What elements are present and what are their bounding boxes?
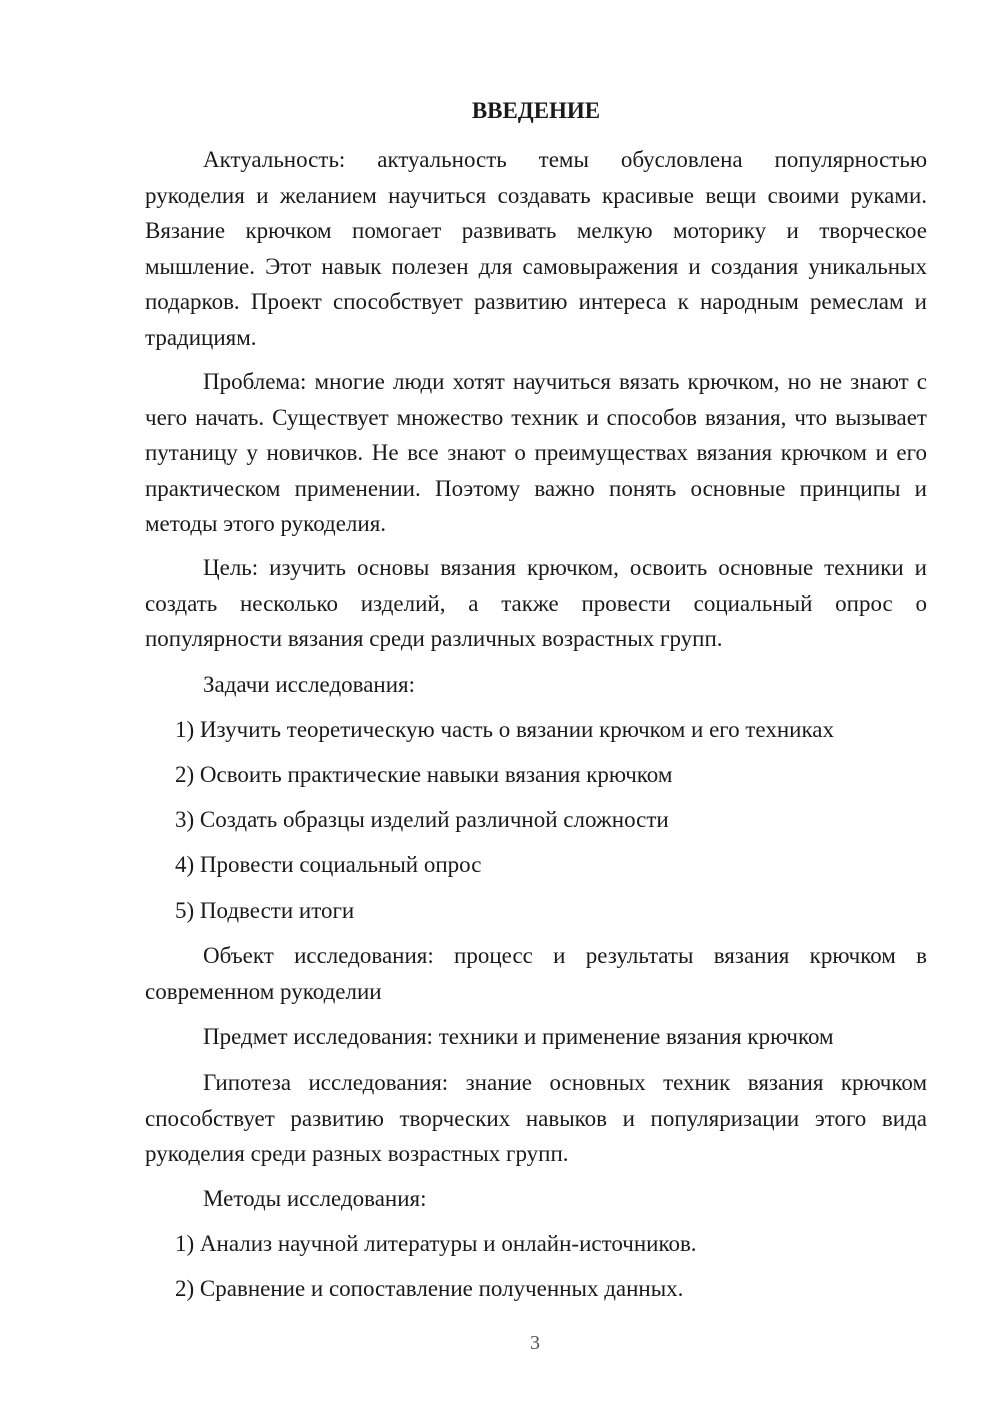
- method-item: 2) Сравнение и сопоставление полученных данных.: [175, 1276, 684, 1301]
- methods-heading-block: [145, 1181, 927, 1217]
- relevance-paragraph: Актуальность: актуальность темы обусловлена популярностью рукоделия и желанием научиться создавать красивые вещи своими руками. Вязание крючком помогает развивать мелкую моторику и творческое мышление. Этот навык полезен для самовыражения и создания уникальных подарков. Проект способствует развитию интереса к народным ремеслам и традициям.: [145, 147, 927, 350]
- task-item: 2) Освоить практические навыки вязания крючком: [175, 762, 673, 787]
- page-title: ВВЕДЕНИЕ: [471, 98, 601, 123]
- subject-paragraph-block: [145, 1019, 927, 1055]
- problem-paragraph-block: [145, 364, 927, 542]
- task-item-block: [145, 847, 927, 883]
- task-item: 4) Провести социальный опрос: [175, 852, 482, 877]
- goal-paragraph-block: [145, 550, 927, 657]
- relevance-paragraph-block: [145, 142, 927, 355]
- method-item-block: [145, 1271, 927, 1307]
- task-item: 5) Подвести итоги: [175, 898, 355, 923]
- task-item: 1) Изучить теоретическую часть о вязании крючком и его техниках: [175, 717, 834, 742]
- task-item-block: [145, 893, 927, 929]
- method-item-block: [145, 1226, 927, 1262]
- task-item-block: [145, 712, 927, 748]
- tasks-heading: Задачи исследования:: [203, 672, 416, 697]
- task-item: 3) Создать образцы изделий различной сложности: [175, 807, 669, 832]
- subject-paragraph: Предмет исследования: техники и применение вязания крючком: [203, 1024, 834, 1049]
- object-paragraph-block: [145, 938, 927, 1009]
- goal-paragraph: Цель: изучить основы вязания крючком, освоить основные техники и создать несколько изделий, а также провести социальный опрос о популярности вязания среди различных возрастных групп.: [145, 555, 927, 651]
- hypothesis-paragraph-block: [145, 1065, 927, 1172]
- task-item-block: [145, 757, 927, 793]
- task-item-block: [145, 802, 927, 838]
- problem-paragraph: Проблема: многие люди хотят научиться вязать крючком, но не знают с чего начать. Существует множество техник и способов вязания, что вызывает путаницу у новичков. Не все знают о преимуществах вязания крючком и его практическом применении. Поэтому важно понять основные принципы и методы этого рукоделия.: [145, 369, 927, 536]
- object-paragraph: Объект исследования: процесс и результаты вязания крючком в современном рукоделии: [145, 943, 927, 1004]
- method-item: 1) Анализ научной литературы и онлайн-источников.: [175, 1231, 697, 1256]
- tasks-heading-block: [145, 667, 927, 703]
- page-number: 3: [530, 1332, 540, 1354]
- methods-heading: Методы исследования:: [203, 1186, 427, 1211]
- hypothesis-paragraph: Гипотеза исследования: знание основных техник вязания крючком способствует развитию творческих навыков и популяризации этого вида рукоделия среди разных возрастных групп.: [145, 1070, 927, 1166]
